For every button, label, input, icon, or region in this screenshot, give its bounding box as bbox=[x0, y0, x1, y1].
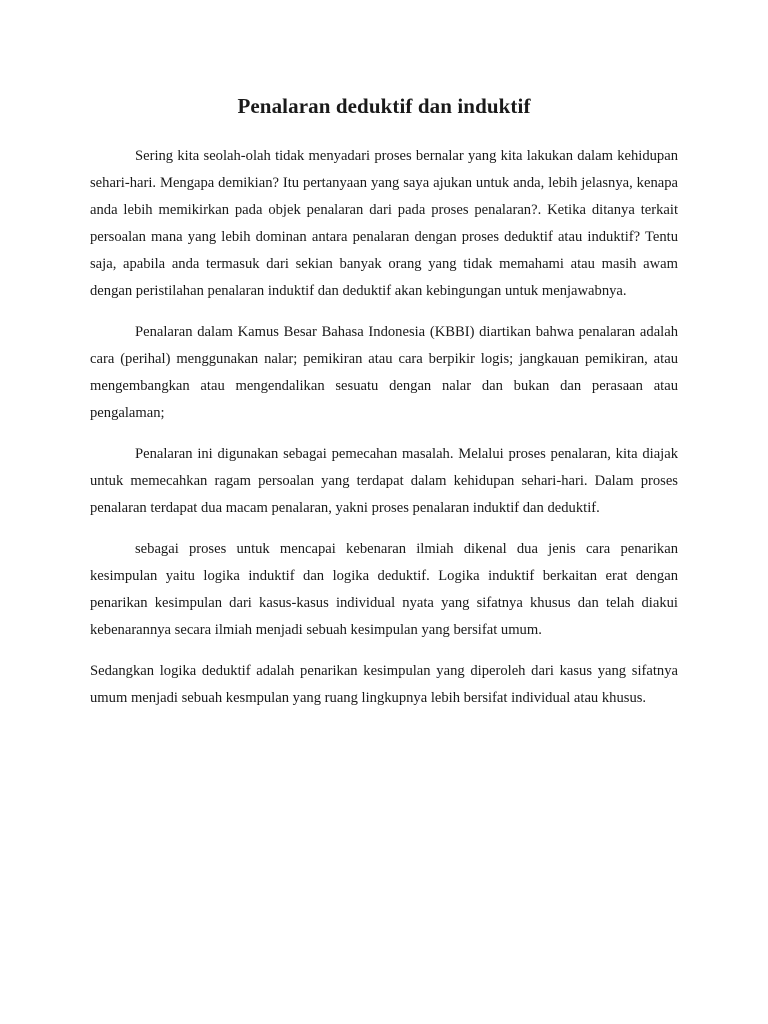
paragraph-1: Sering kita seolah-olah tidak menyadari proses bernalar yang kita lakukan dalam kehidupan sehari-hari. Mengapa demikian? Itu pertanyaan yang saya ajukan untuk anda, lebih jelasnya, kenapa anda lebih memikirkan pada objek penalaran dari pada proses penalaran?. Ketika ditanya terkait persoalan mana yang lebih dominan antara penalaran dengan proses deduktif atau induktif? Tentu saja, apabila anda termasuk dari sekian banyak orang yang tidak memahami atau masih awam dengan peristilahan penalaran induktif dan deduktif akan kebingungan untuk menjawabnya. bbox=[90, 148, 678, 299]
document-body bbox=[90, 143, 678, 726]
paragraph-2: Penalaran dalam Kamus Besar Bahasa Indonesia (KBBI) diartikan bahwa penalaran adalah cara (perihal) menggunakan nalar; pemikiran atau cara berpikir logis; jangkauan pemikiran, atau mengembangkan atau mengendalikan sesuatu dengan nalar dan bukan dan perasaan atau pengalaman; bbox=[90, 324, 678, 421]
paragraph-5: Sedangkan logika deduktif adalah penarikan kesimpulan yang diperoleh dari kasus yang sifatnya umum menjadi sebuah kesmpulan yang ruang lingkupnya lebih bersifat individual atau khusus. bbox=[90, 663, 678, 706]
paragraph-3: Penalaran ini digunakan sebagai pemecahan masalah. Melalui proses penalaran, kita diajak untuk memecahkan ragam persoalan yang terdapat dalam kehidupan sehari-hari. Dalam proses penalaran terdapat dua macam penalaran, yakni proses penalaran induktif dan deduktif. bbox=[90, 446, 678, 516]
paragraph-4: sebagai proses untuk mencapai kebenaran ilmiah dikenal dua jenis cara penarikan kesimpulan yaitu logika induktif dan logika deduktif. Logika induktif berkaitan erat dengan penarikan kesimpulan dari kasus-kasus individual nyata yang sifatnya khusus dan telah diakui kebenarannya secara ilmiah menjadi sebuah kesimpulan yang bersifat umum. bbox=[90, 541, 678, 638]
document-title: Penalaran deduktif dan induktif bbox=[237, 94, 531, 118]
